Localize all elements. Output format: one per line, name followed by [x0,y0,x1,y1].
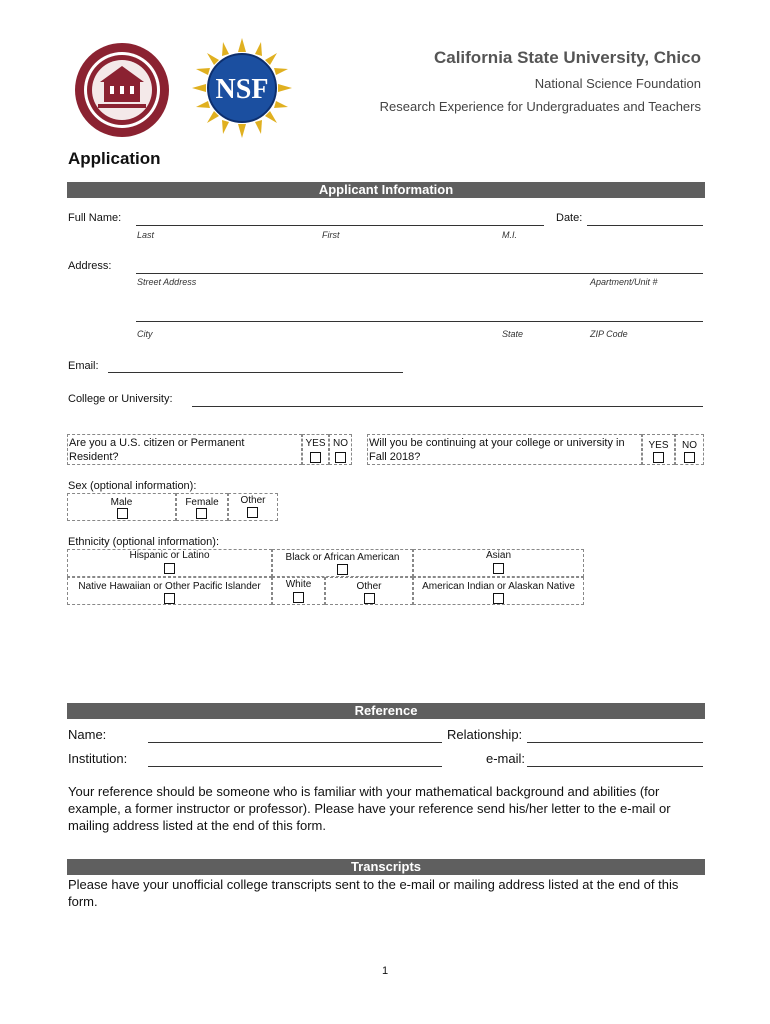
ethnicity-american-indian-cell [413,577,584,605]
program-title: Research Experience for Undergraduates and Teachers [379,99,701,114]
college-label: College or University: [68,393,173,405]
relationship-label: Relationship: [447,727,523,742]
ethnicity-hispanic-checkbox[interactable] [164,563,175,574]
applicant-information-header: Applicant Information [67,182,705,198]
ethnicity-hispanic-label: Hispanic or Latino [129,550,210,561]
ethnicity-hawaiian-checkbox[interactable] [164,593,175,604]
reference-email-field[interactable] [527,766,703,767]
reference-header: Reference [67,703,705,719]
continuing-question-cell [367,434,642,465]
sex-other-cell [228,493,278,521]
date-field[interactable] [587,225,703,226]
sex-male-checkbox[interactable] [117,508,128,519]
email-field[interactable] [108,372,403,373]
continuing-yes-cell [642,434,675,465]
ethnicity-white-checkbox[interactable] [293,592,304,603]
reference-note: Your reference should be someone who is familiar with your mathematical background and abilities (for example, a former instructor or professor). Please have your reference send his/her letter to the e-mail or mailing address listed at the end of this form. [68,784,671,833]
ethnicity-hispanic-cell [67,549,272,577]
ethnicity-american-indian-checkbox[interactable] [493,593,504,604]
relationship-field[interactable] [527,742,703,743]
sex-other-checkbox[interactable] [247,507,258,518]
transcripts-header: Transcripts [67,859,705,875]
ethnicity-other-label: Other [356,581,382,592]
ethnicity-black-label: Black or African American [285,552,400,563]
reference-email-label: e-mail: [486,751,526,766]
ethnicity-label: Ethnicity (optional information): [68,536,220,548]
citizen-question: Are you a U.S. citizen or Permanent Resident? [69,437,245,463]
continuing-no-checkbox[interactable] [684,452,695,463]
citizen-no-label: NO [333,438,348,449]
college-field[interactable] [192,406,703,407]
sex-female-cell [176,493,228,521]
citizen-yes-label: YES [305,438,326,449]
reference-name-field[interactable] [148,742,442,743]
transcripts-note: Please have your unofficial college transcripts sent to the e-mail or mailing address listed at the end of this form. [68,877,679,909]
street-address-field[interactable] [136,273,703,274]
first-name-hint: First [322,230,340,240]
sex-other-label: Other [240,495,266,506]
citizen-question-cell [67,434,302,465]
continuing-yes-label: YES [648,440,669,451]
sex-female-checkbox[interactable] [196,508,207,519]
continuing-yes-checkbox[interactable] [653,452,664,463]
institution-label: Institution: [68,751,128,766]
nsf-logo-text: NSF [215,74,269,105]
ethnicity-asian-checkbox[interactable] [493,563,504,574]
city-state-zip-field[interactable] [136,321,703,322]
state-hint: State [502,329,524,339]
zip-hint: ZIP Code [590,329,628,339]
ethnicity-other-checkbox[interactable] [364,593,375,604]
reference-name-label: Name: [68,727,107,742]
last-name-hint: Last [137,230,155,240]
citizen-no-cell [329,434,352,465]
citizen-yes-checkbox[interactable] [310,452,321,463]
continuing-question: Will you be continuing at your college or university in Fall 2018? [369,437,625,463]
sex-label: Sex (optional information): [68,480,197,492]
ethnicity-asian-cell [413,549,584,577]
email-label: Email: [68,360,99,372]
full-name-field[interactable] [136,225,544,226]
ethnicity-white-label: White [285,579,312,590]
foundation-title: National Science Foundation [534,76,701,91]
ethnicity-black-cell [272,549,413,577]
ethnicity-other-cell [325,577,413,605]
ethnicity-asian-label: Asian [485,550,511,561]
university-title: California State University, Chico [433,48,701,67]
street-address-hint: Street Address [137,277,197,287]
full-name-label: Full Name: [68,212,122,224]
citizen-no-checkbox[interactable] [335,452,346,463]
ethnicity-black-checkbox[interactable] [337,564,348,575]
middle-initial-hint: M.I. [502,230,517,240]
citizen-yes-cell [302,434,329,465]
nsf-logo [192,38,292,138]
apartment-hint: Apartment/Unit # [590,277,658,287]
ethnicity-american-indian-label: American Indian or Alaskan Native [422,581,575,592]
ethnicity-white-cell [272,577,325,605]
sex-male-label: Male [110,497,133,508]
continuing-no-label: NO [682,440,697,451]
city-hint: City [137,329,153,339]
address-label: Address: [68,260,112,272]
continuing-no-cell [675,434,704,465]
institution-field[interactable] [148,766,442,767]
page-title: Application [68,149,161,168]
ethnicity-hawaiian-label: Native Hawaiian or Other Pacific Islander [78,581,261,592]
sex-male-cell [67,493,176,521]
date-label: Date: [556,212,583,224]
page-number: 1 [381,965,389,977]
csu-chico-seal-logo [74,42,170,138]
ethnicity-hawaiian-cell [67,577,272,605]
sex-female-label: Female [185,497,219,508]
